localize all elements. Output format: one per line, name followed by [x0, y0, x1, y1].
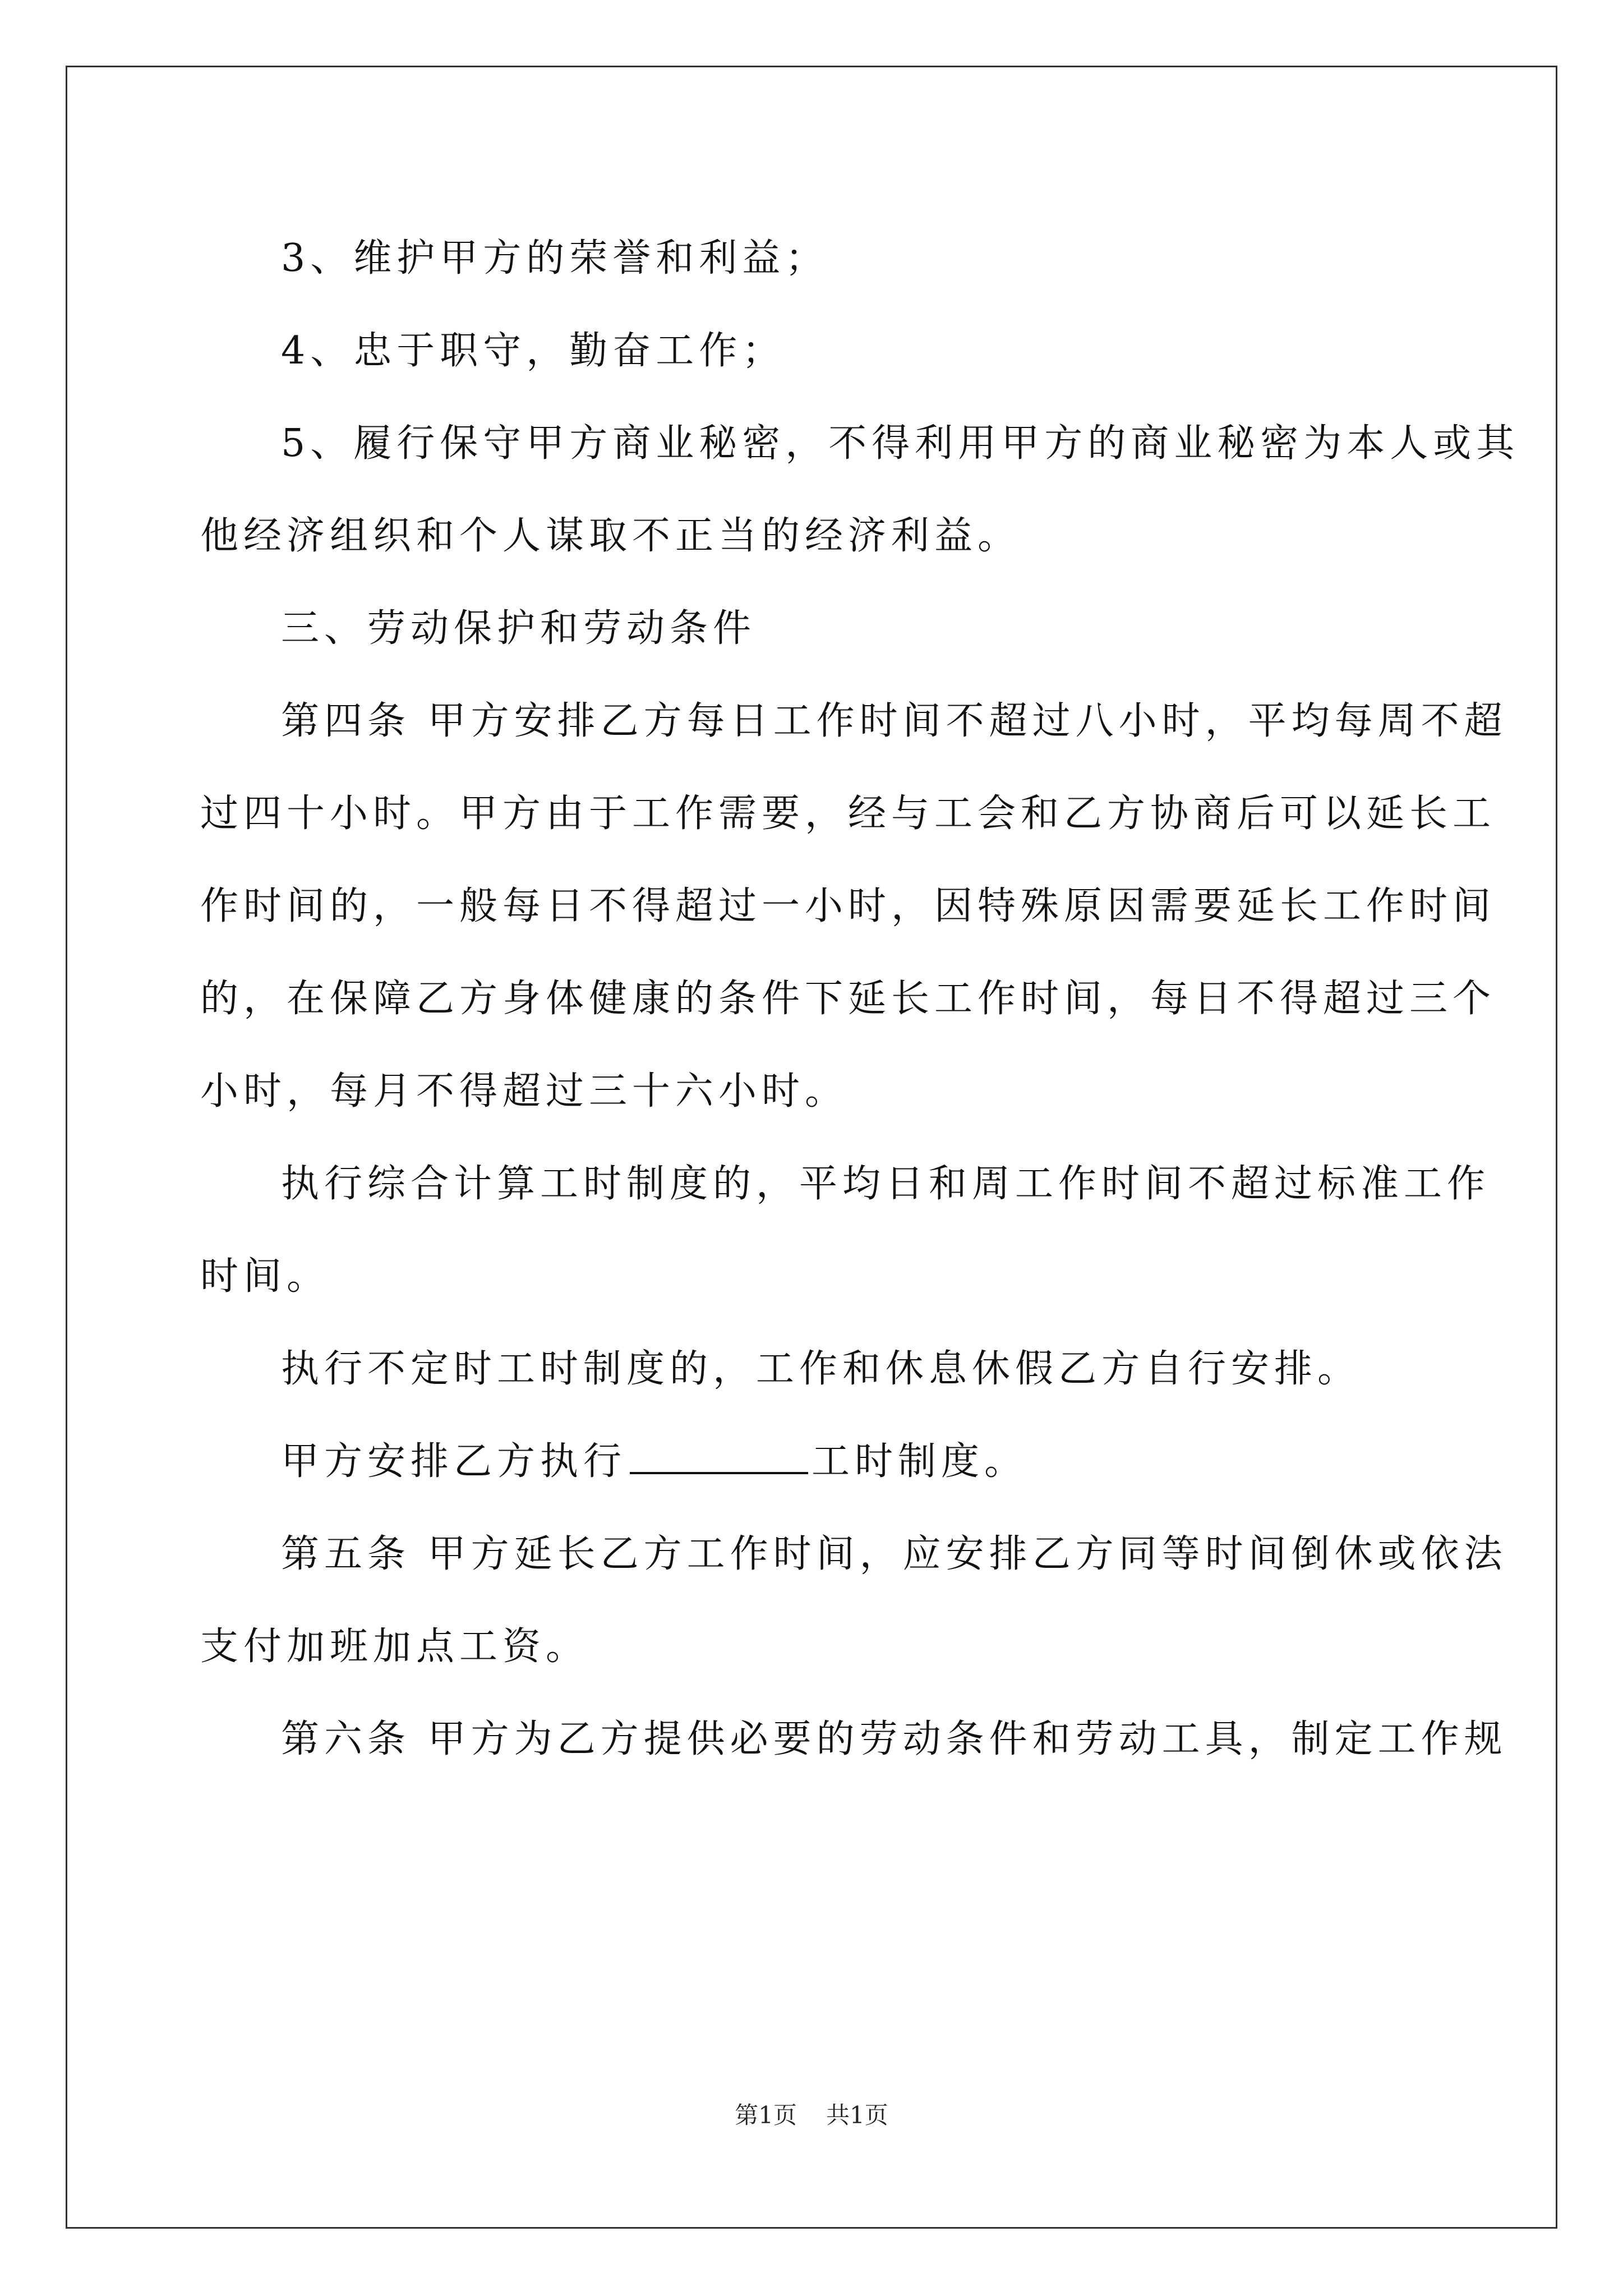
- paragraph-line: 支付加班加点工资。: [200, 1625, 589, 1669]
- flexible-hours-paragraph: [200, 1323, 1428, 1415]
- fill-in-blank[interactable]: [630, 1441, 808, 1474]
- comprehensive-hours-line-1: [200, 1138, 1491, 1230]
- paragraph-line: 4、忠于职守，勤奋工作；: [281, 329, 786, 373]
- section-heading-labor-protection: [200, 582, 1428, 675]
- paragraph-line: 过四十小时。甲方由于工作需要，经与工会和乙方协商后可以延长工: [200, 792, 1496, 836]
- paragraph-line: 工时制度。: [811, 1439, 1028, 1484]
- paragraph-line: 5、履行保守甲方商业秘密，不得利用甲方的商业秘密为本人或其: [281, 421, 1520, 466]
- paragraph-line: 第四条 甲方安排乙方每日工作时间不超过八小时，平均每周不超: [281, 699, 1507, 743]
- comprehensive-hours-line-2: [200, 1230, 1428, 1323]
- paragraph-line: 作时间的，一般每日不得超过一小时，因特殊原因需要延长工作时间: [200, 884, 1496, 928]
- paragraph-item-5: [200, 397, 1520, 490]
- paragraph-line: 他经济组织和个人谋取不正当的经济利益。: [200, 514, 1021, 558]
- paragraph-line: 第六条 甲方为乙方提供必要的劳动条件和劳动工具，制定工作规: [281, 1717, 1507, 1761]
- paragraph-line: 3、维护甲方的荣誉和利益；: [281, 236, 829, 280]
- paragraph-line: 时间。: [200, 1254, 330, 1299]
- paragraph-item-3: [200, 212, 1428, 305]
- article-5-line-2: [200, 1600, 1428, 1693]
- article-4-line-3: [200, 860, 1496, 953]
- page-total: 共1页: [826, 2101, 888, 2129]
- paragraph-line: 小时，每月不得超过三十六小时。: [200, 1069, 849, 1114]
- paragraph-line: 甲方安排乙方执行: [281, 1439, 627, 1484]
- article-6-line-1: [200, 1693, 1507, 1786]
- paragraph-line: 执行不定时工时制度的，工作和休息休假乙方自行安排。: [281, 1347, 1361, 1391]
- page-number: 第1页: [735, 2101, 797, 2129]
- paragraph-item-4: [200, 305, 1428, 397]
- work-hour-system-paragraph: [200, 1415, 1428, 1508]
- article-4-line-2: [200, 767, 1496, 860]
- paragraph-line: 第五条 甲方延长乙方工作时间，应安排乙方同等时间倒休或依法: [281, 1532, 1507, 1576]
- document-body: [200, 212, 1520, 1786]
- article-4-line-1: [200, 675, 1507, 767]
- section-heading: 三、劳动保护和劳动条件: [281, 606, 757, 651]
- paragraph-line: 执行综合计算工时制度的，平均日和周工作时间不超过标准工作: [281, 1162, 1491, 1206]
- paragraph-item-5-cont: [200, 490, 1428, 582]
- paragraph-line: 的，在保障乙方身体健康的条件下延长工作时间，每日不得超过三个: [200, 977, 1496, 1021]
- article-4-line-4: [200, 953, 1496, 1045]
- article-4-line-5: [200, 1045, 1428, 1138]
- article-5-line-1: [200, 1508, 1507, 1600]
- page-footer: [0, 2097, 1623, 2131]
